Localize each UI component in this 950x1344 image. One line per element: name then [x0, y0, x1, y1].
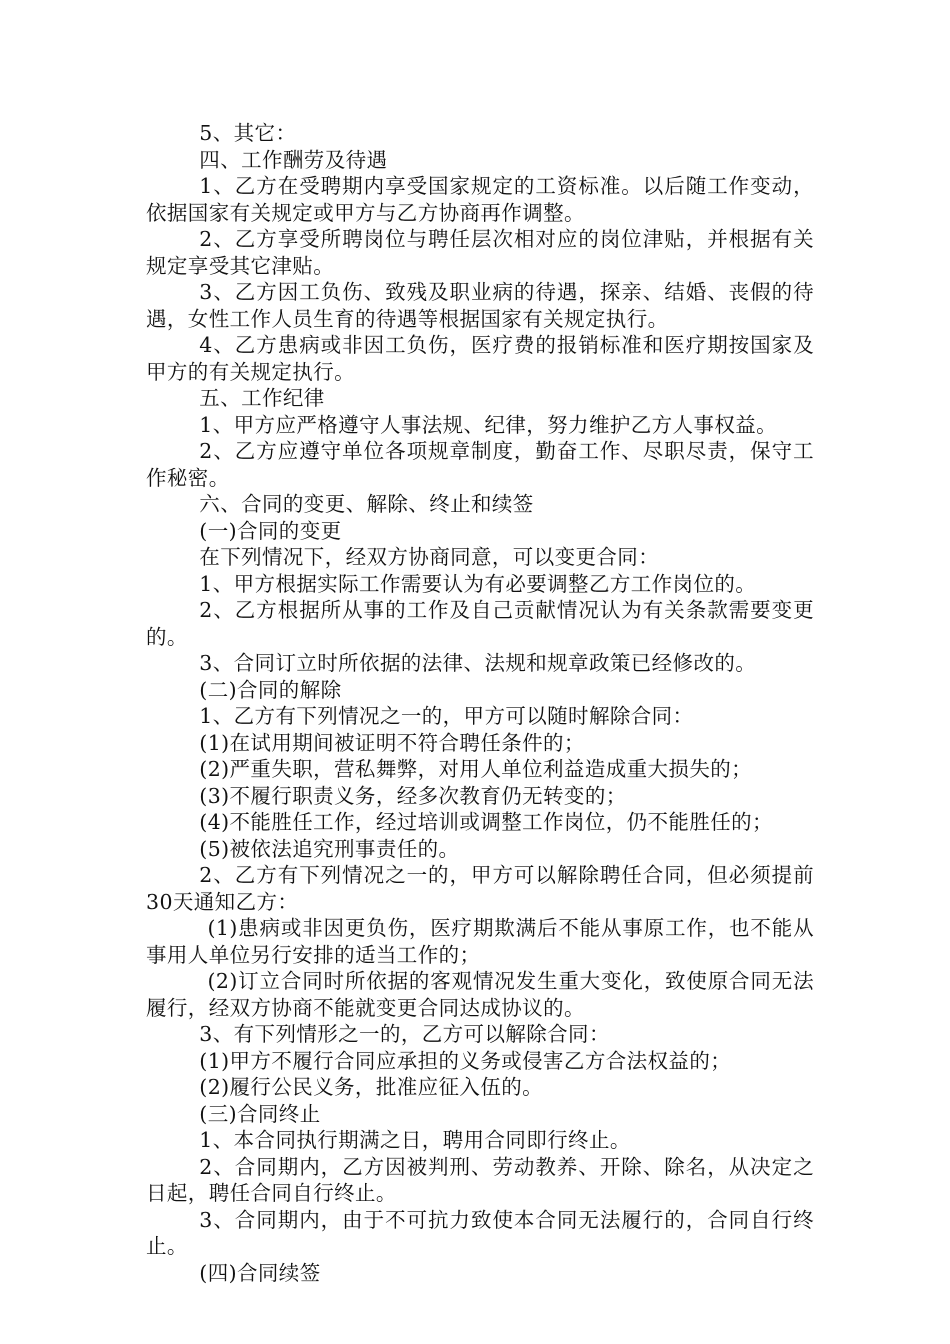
- list-item: (1)在试用期间被证明不符合聘任条件的；: [199, 730, 585, 755]
- list-item: (2)履行公民义务，批准应征入伍的。: [199, 1075, 544, 1099]
- paragraph: 2、乙方根据所从事的工作及自己贡献情况认为有关条款需要变更的。: [146, 598, 814, 649]
- subsection-heading: (三)合同终止: [199, 1101, 321, 1126]
- paragraph: 1、甲方根据实际工作需要认为有必要调整乙方工作岗位的。: [199, 571, 757, 596]
- subsection-heading: (四)合同续签: [199, 1260, 321, 1285]
- paragraph: 2、乙方享受所聘岗位与聘任层次相对应的岗位津贴，并根据有关规定享受其它津贴。: [146, 227, 814, 278]
- paragraph: 3、合同期内，由于不可抗力致使本合同无法履行的，合同自行终止。: [146, 1207, 814, 1258]
- section-heading: 六、合同的变更、解除、终止和续签: [199, 492, 534, 516]
- section-heading: 四、工作酬劳及待遇: [199, 147, 388, 172]
- paragraph: 3、有下列情形之一的，乙方可以解除合同：: [199, 1022, 610, 1046]
- subsection-heading: (一)合同的变更: [199, 518, 342, 543]
- paragraph: 4、乙方患病或非因工负伤，医疗费的报销标准和医疗期按国家及甲方的有关规定执行。: [146, 333, 814, 384]
- subsection-heading: (二)合同的解除: [199, 677, 342, 702]
- list-item: (4)不能胜任工作，经过培训或调整工作岗位，仍不能胜任的；: [199, 810, 773, 834]
- paragraph: 2、乙方有下列情况之一的，甲方可以解除聘任合同，但必须提前30天通知乙方：: [146, 863, 814, 914]
- paragraph: 在下列情况下，经双方协商同意，可以变更合同：: [199, 545, 660, 569]
- paragraph: 2、乙方应遵守单位各项规章制度，勤奋工作、尽职尽责，保守工作秘密。: [146, 439, 814, 490]
- list-item: (2)订立合同时所依据的客观情况发生重大变化，致使原合同无法履行，经双方协商不能就变更合同达成协议的。: [146, 969, 814, 1020]
- paragraph: 1、甲方应严格遵守人事法规、纪律，努力维护乙方人事权益。: [199, 412, 778, 437]
- paragraph: 1、乙方有下列情况之一的，甲方可以随时解除合同：: [199, 704, 694, 728]
- section-heading: 五、工作纪律: [199, 386, 325, 410]
- list-item: (5)被依法追究刑事责任的。: [199, 836, 460, 861]
- paragraph: 1、本合同执行期满之日，聘用合同即行终止。: [199, 1128, 631, 1152]
- paragraph: 1、乙方在受聘期内享受国家规定的工资标准。以后随工作变动，依据国家有关规定或甲方与乙方协商再作调整。: [146, 174, 814, 225]
- paragraph: 2、合同期内，乙方因被判刑、劳动教养、开除、除名，从决定之日起，聘任合同自行终止。: [146, 1154, 814, 1205]
- paragraph: 3、乙方因工负伤、致残及职业病的待遇，探亲、结婚、丧假的待遇，女性工作人员生育的待遇等根据国家有关规定执行。: [146, 280, 814, 331]
- paragraph: 3、合同订立时所依据的法律、法规和规章政策已经修改的。: [199, 651, 757, 675]
- list-item: (2)严重失职，营私舞弊，对用人单位利益造成重大损失的；: [199, 757, 753, 781]
- list-item: (1)患病或非因更负伤，医疗期欺满后不能从事原工作，也不能从事用人单位另行安排的适当工作的；: [146, 916, 814, 967]
- document-body: [146, 120, 814, 1286]
- paragraph: 5、其它：: [199, 121, 297, 145]
- list-item: (3)不履行职责义务，经多次教育仍无转变的；: [199, 783, 627, 808]
- list-item: (1)甲方不履行合同应承担的义务或侵害乙方合法权益的；: [199, 1048, 732, 1073]
